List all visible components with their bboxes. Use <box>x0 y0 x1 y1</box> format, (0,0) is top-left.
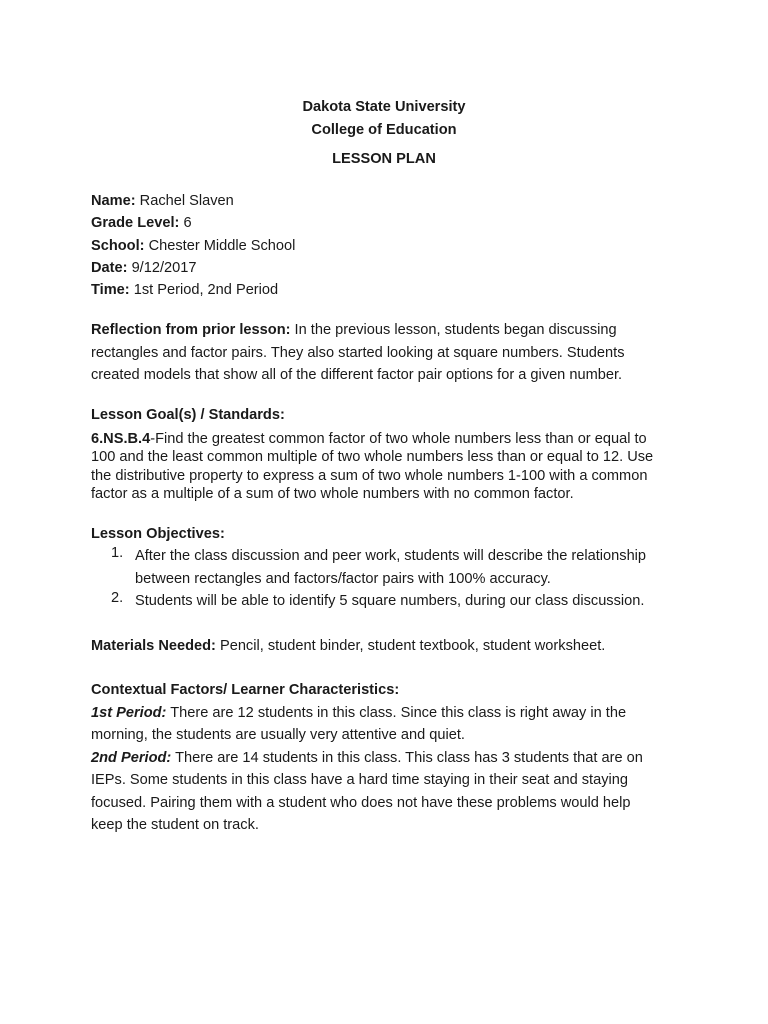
materials-label: Materials Needed: <box>91 638 216 654</box>
materials-section <box>91 635 681 658</box>
date-value: 9/12/2017 <box>131 259 197 276</box>
time-value: 1st Period, 2nd Period <box>133 282 279 299</box>
date-row <box>91 257 681 279</box>
name-value: Rachel Slaven <box>139 193 234 209</box>
period1-label: 1st Period: <box>91 704 167 721</box>
name-label: Name: <box>91 193 136 209</box>
list-number: 1. <box>111 545 124 561</box>
period2-label: 2nd Period: <box>91 749 172 766</box>
list-item: 1. After the class discussion and peer work, students will describe the relationship between rectangles and factors/factor pairs with 100% accuracy. <box>111 545 647 587</box>
school-label: School: <box>91 237 145 254</box>
document-title: LESSON PLAN <box>332 151 436 167</box>
time-row <box>91 279 681 301</box>
reflection-label: Reflection from prior lesson: <box>91 322 291 338</box>
objectives-list <box>91 545 691 613</box>
standard-line: -Find the greatest common factor of two whole numbers less than or equal to <box>150 431 647 447</box>
reflection-line: created models that show all of the different factor pair options for a given number. <box>91 367 623 383</box>
reflection-line: In the previous lesson, students began discussing <box>294 322 617 338</box>
goals-title: Lesson Goal(s) / Standards: <box>91 407 285 423</box>
reflection-line: rectangles and factor pairs. They also started looking at square numbers. Students <box>91 344 625 361</box>
grade-label: Grade Level: <box>91 215 180 232</box>
goals-section <box>91 430 681 503</box>
college-name: College of Education <box>311 122 457 138</box>
standard-line: the distributive property to express a sum of two whole numbers 1-100 with a common <box>91 467 648 484</box>
list-number: 2. <box>111 590 124 606</box>
materials-value: Pencil, student binder, student textbook, student worksheet. <box>219 638 606 654</box>
objectives-title: Lesson Objectives: <box>91 526 225 542</box>
school-value: Chester Middle School <box>148 237 296 254</box>
list-item: 2. Students will be able to identify 5 square numbers, during our class discussion. <box>111 590 645 609</box>
name-row <box>91 190 681 212</box>
standard-code: 6.NS.B.4 <box>91 431 151 447</box>
standard-line: 100 and the least common multiple of two whole numbers less than or equal to 12. Use <box>91 449 654 466</box>
reflection-section <box>91 319 681 387</box>
contextual-section: Contextual Factors/ Learner Characteristics: 1st Period: There are 12 students in this class. Since this class is right away in the morning, the students are usually very attentive and quiet. 2nd Period: There are 14 students in this class. This class has 3 students that are on IEPs. Some students in this class have a hard time staying in their seat and staying focused. Pairing them with a student who does not have these problems would help keep the student on track. <box>91 679 681 837</box>
contextual-title: Contextual Factors/ Learner Characteristics: <box>91 682 400 698</box>
grade-value: 6 <box>183 215 192 232</box>
grade-row <box>91 212 681 234</box>
info-block <box>91 190 681 301</box>
university-name: Dakota State University <box>302 99 466 115</box>
standard-line: factor as a multiple of a sum of two whole numbers with no common factor. <box>91 485 574 502</box>
date-label: Date: <box>91 259 128 276</box>
time-label: Time: <box>91 282 130 299</box>
school-row <box>91 235 681 257</box>
